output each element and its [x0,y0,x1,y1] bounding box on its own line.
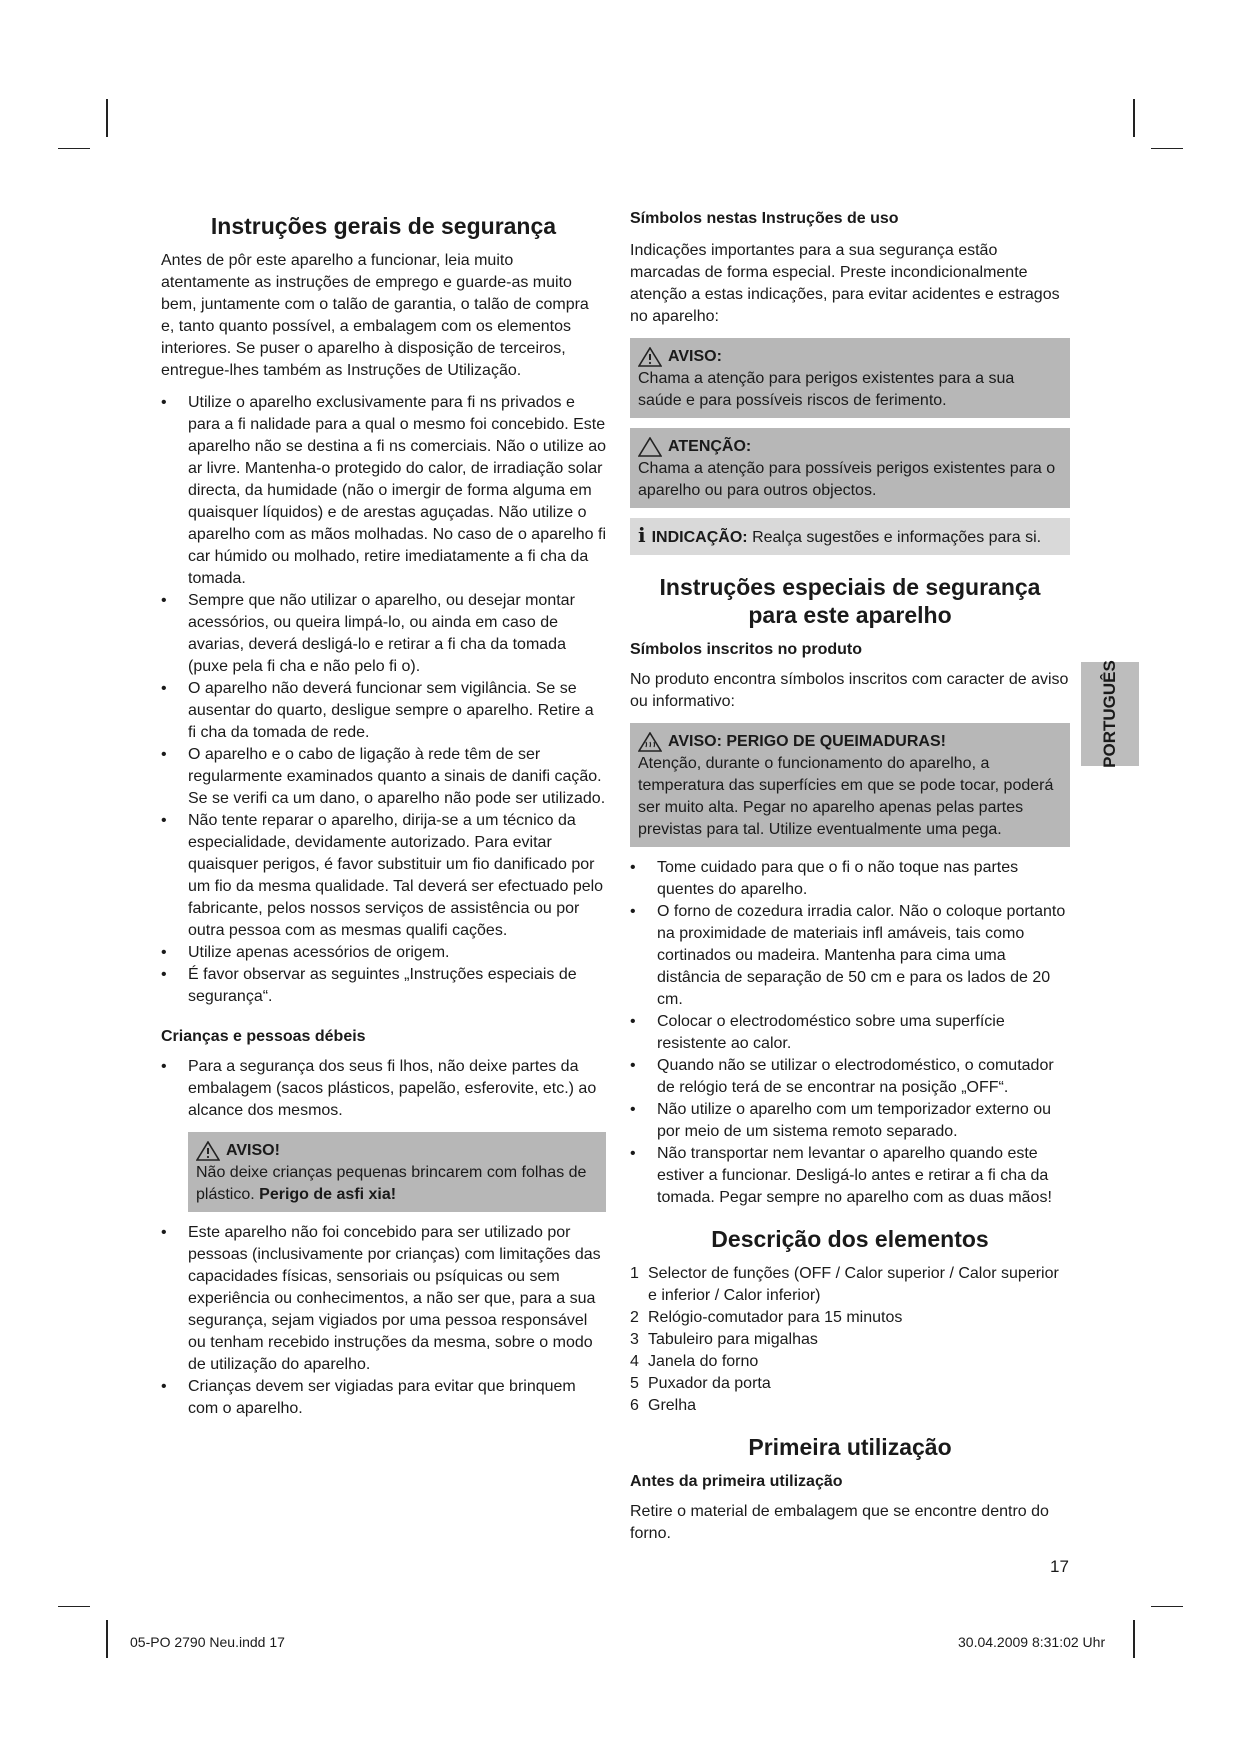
general-safety-list [161,392,606,1008]
list-item: • Utilize o aparelho exclusivamente para fi ns privados e para a fi nalidade para a qual o mesmo foi concebido. Este aparelho não se destina a fi ns comerciais. Não o utilize ao ar livre. Mantenha-o protegido do calor, de irradiação solar directa, da humidade (não o imergir de forma alguma em quaisquer líquidos) e de arestas aguçadas. Não utilize o aparelho com as mãos molhadas. No caso de o aparelho fi car húmido ou molhado, retire imediatamente a fi cha da tomada. [161,392,606,590]
footer-date: 30.04.2009 8:31:02 Uhr [958,1634,1106,1650]
warning-box-children [188,1132,606,1212]
warning-title [196,1140,598,1162]
list-item: • Quando não se utilizar o electrodoméstico, o comutador de relógio terá de se encontrar na posição „OFF“. [630,1055,1070,1099]
crop-mark [58,1606,90,1607]
before-first-use-title: Antes da primeira utilização [630,1473,843,1490]
warning-text: Chama a atenção para perigos existentes para a sua saúde e para possíveis riscos de ferimento. [638,370,1015,409]
warning-triangle-icon [638,347,662,367]
elements-list [630,1263,1070,1417]
list-item: • Não tente reparar o aparelho, dirija-se a um técnico da especialidade, devidamente autorizado. Para evitar quaisquer perigos, é favor substituir um fio danificado por um fio da mesma qualidade. Tal deverá ser efectuado pelo fabricante, pelos nossos serviços de assistência ou por outra pessoa com as mesmas qualifi cações. [161,810,606,942]
crop-mark [106,99,108,137]
left-column [161,212,606,1430]
crop-mark [1151,1606,1183,1607]
children-list [161,1056,606,1122]
symbols-intro: Indicações importantes para a sua segurança estão marcadas de forma especial. Preste incondicionalmente atenção a estas indicações, para evitar acidentes e estragos no aparelho: [630,242,1060,325]
list-item: 4 Janela do forno [630,1353,759,1370]
special-safety-title: Instruções especiais de segurança para este aparelho [659,574,1041,628]
list-item: 3 Tabuleiro para migalhas [630,1331,818,1348]
warning-text: Atenção, durante o funcionamento do aparelho, a temperatura das superfícies em que se pode tocar, poderá ser muito alta. Pegar no aparelho apenas pelas partes previstas para tal. Utilize eventualmente uma pega. [638,755,1054,838]
crop-mark [1133,1620,1135,1658]
list-item: 6 Grelha [630,1397,697,1414]
list-item: 2 Relógio-comutador para 15 minutos [630,1309,903,1326]
crop-mark [1151,148,1183,149]
right-column [630,208,1070,1555]
language-tab: PORTUGUÊS [1081,662,1139,766]
list-item: 5 Puxador da porta [630,1375,771,1392]
crop-mark [58,148,90,149]
list-item: • O forno de cozedura irradia calor. Não o coloque portanto na proximidade de materiais infl amáveis, tais como cortinados ou madeira. Mantenha para cima uma distância de separação de 50 cm e para os lados de 20 cm. [630,901,1070,1011]
children-title: Crianças e pessoas débeis [161,1028,366,1045]
inscribed-symbols-title: Símbolos inscritos no produto [630,641,862,658]
symbols-title: Símbolos nestas Instruções de uso [630,210,899,227]
general-safety-title: Instruções gerais de segurança [210,213,557,239]
note-box-indicacao [630,518,1070,555]
list-item: • Tome cuidado para que o fi o não toque nas partes quentes do aparelho. [630,857,1070,901]
warning-text: Não deixe crianças pequenas brincarem com folhas de plástico. Perigo de asfi xia! [196,1164,587,1203]
inscribed-intro: No produto encontra símbolos inscritos com caracter de aviso ou informativo: [630,671,1069,710]
list-item: • Este aparelho não foi concebido para ser utilizado por pessoas (inclusivamente por crianças) com limitações das capacidades físicas, sensoriais ou psíquicas ou sem experiência ou conhecimentos, a não ser que, para a sua segurança, sejam vigiados por uma pessoa responsável ou tenham recebido instruções da mesma, sobre o modo de utilização do aparelho. [161,1222,606,1376]
intro-paragraph: Antes de pôr este aparelho a funcionar, leia muito atentamente as instruções de emprego e guarde-as muito bem, juntamente com o talão de garantia, o talão de compra e, tanto quanto possível, a embalagem com os elementos interiores. Se puser o aparelho à disposição de terceiros, entregue-lhes também as Instruções de Utilização. [161,252,589,379]
caution-triangle-icon [638,437,662,457]
first-use-title: Primeira utilização [748,1434,952,1460]
info-icon: i [638,523,646,547]
before-first-use-text: Retire o material de embalagem que se encontre dentro do forno. [630,1503,1049,1542]
hot-surface-icon [638,732,662,752]
warning-box-burn [630,723,1070,847]
warning-box-atencao [630,428,1070,508]
children-list-2 [161,1222,606,1420]
crop-mark [106,1620,108,1658]
list-item: • Colocar o electrodoméstico sobre uma superfície resistente ao calor. [630,1011,1070,1055]
warning-label: ATENÇÃO: [668,438,752,455]
list-item: • O aparelho e o cabo de ligação à rede têm de ser regularmente examinados quanto a sinais de danifi cação. Se se verifi ca um dano, o aparelho não pode ser utilizado. [161,744,606,810]
warning-box-aviso [630,338,1070,418]
warning-text: Chama a atenção para possíveis perigos existentes para o aparelho ou para outros objectos. [638,460,1056,499]
warning-label: AVISO: [668,348,722,365]
footer-file: 05-PO 2790 Neu.indd 17 [130,1634,285,1650]
note-label: INDICAÇÃO: [651,529,748,546]
warning-label: AVISO: PERIGO DE QUEIMADURAS! [668,733,946,750]
list-item: • Crianças devem ser vigiadas para evitar que brinquem com o aparelho. [161,1376,606,1420]
elements-title: Descrição dos elementos [711,1226,989,1252]
list-item: • Para a segurança dos seus fi lhos, não deixe partes da embalagem (sacos plásticos, papelão, esferovite, etc.) ao alcance dos mesmos. [161,1056,606,1122]
list-item: • Não utilize o aparelho com um temporizador externo ou por meio de um sistema remoto separado. [630,1099,1070,1143]
list-item: • O aparelho não deverá funcionar sem vigilância. Se se ausentar do quarto, desligue sempre o aparelho. Retire a fi cha da tomada de rede. [161,678,606,744]
special-safety-list [630,857,1070,1209]
warning-label: AVISO! [226,1142,280,1159]
warning-emphasis: Perigo de asfi xia! [259,1186,397,1203]
list-item: • Não transportar nem levantar o aparelho quando este estiver a funcionar. Desligá-lo antes e retirar a fi cha da tomada. Pegar sempre no aparelho com as duas mãos! [630,1143,1070,1209]
warning-triangle-icon [196,1141,220,1161]
list-item: 1 Selector de funções (OFF / Calor superior / Calor superior e inferior / Calor inferior) [630,1265,1059,1304]
list-item: • É favor observar as seguintes „Instruções especiais de segurança“. [161,964,606,1008]
crop-mark [1133,99,1135,137]
page-number: 17 [1050,1557,1069,1576]
list-item: • Utilize apenas acessórios de origem. [161,942,606,964]
list-item: • Sempre que não utilizar o aparelho, ou desejar montar acessórios, ou queira limpá-lo, ou ainda em caso de avarias, deverá desligá-lo e retirar a fi cha da tomada (puxe pela fi cha e não pelo fi o). [161,590,606,678]
note-text: Realça sugestões e informações para si. [752,529,1042,546]
